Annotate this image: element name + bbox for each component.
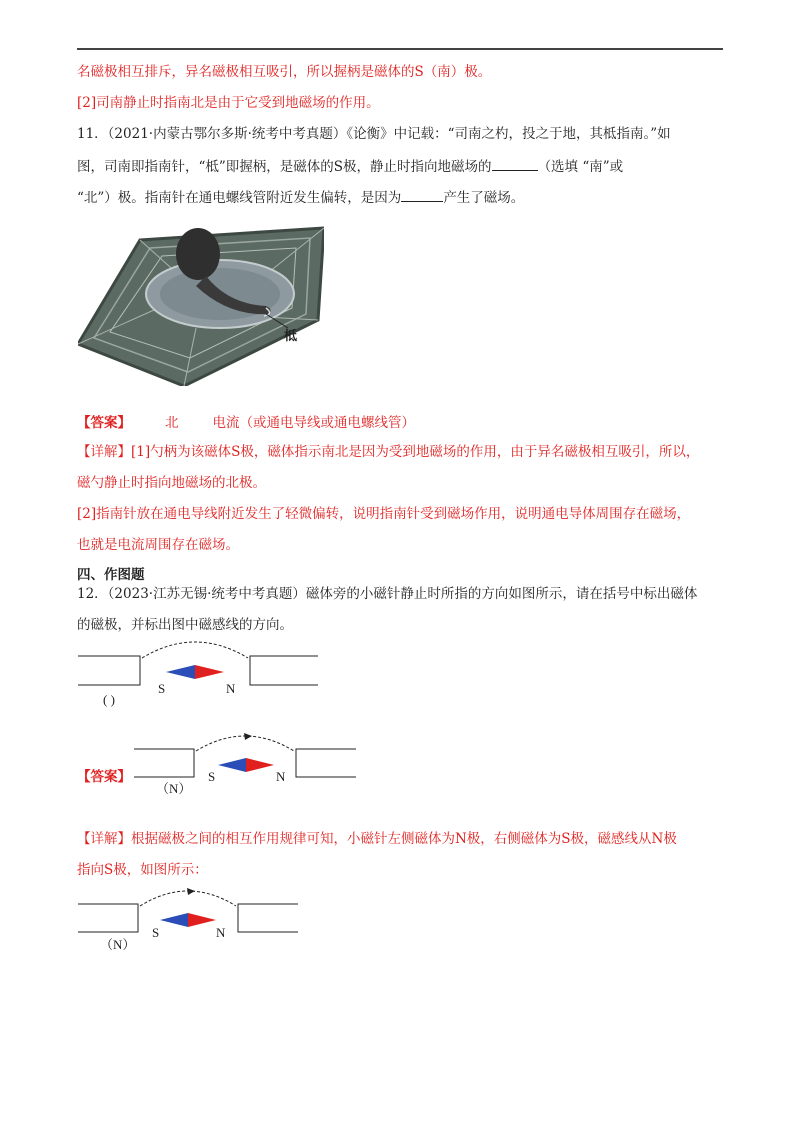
- detail12-line2: 指向S极，如图所示：: [77, 862, 208, 878]
- pole-parenthesis: ( ): [103, 692, 115, 707]
- needle-n-label: N: [216, 925, 226, 940]
- q11-text-line3: “北”）极。指南针在通电螺线管附近发生偏转，是因为 产生了磁场。: [77, 187, 524, 208]
- q11-text-line1: 11．（2021·内蒙古鄂尔多斯·统考中考真题）《论衡》中记载：“司南之杓，投之于地，其柢指南。”如: [77, 126, 671, 142]
- magnet-figure-answer: [134, 733, 356, 803]
- answer-blank-2: [401, 187, 443, 202]
- prev-detail-line-2: [2]司南静止时指南北是由于它受到地磁场的作用。: [77, 95, 380, 111]
- sinan-compass-image: [78, 224, 324, 386]
- q12-text-line1: 12．（2023·江苏无锡·统考中考真题）磁体旁的小磁针静止时所指的方向如图所示，请在括号中标出磁体: [77, 586, 698, 602]
- pole-answer-label: （N）: [156, 781, 192, 796]
- magnet-figure-question: [78, 640, 318, 710]
- needle-n-label: N: [226, 681, 236, 696]
- header-rule: [77, 48, 723, 50]
- detail11-line4: 也就是电流周围存在磁场。: [77, 537, 239, 553]
- needle-n-label: N: [276, 769, 286, 784]
- prev-detail-line: 名磁极相互排斥，异名磁极相互吸引，所以握柄是磁体的S（南）极。: [77, 64, 492, 80]
- answer12-tag: 【答案】: [77, 769, 131, 785]
- needle-s-label: S: [208, 769, 216, 784]
- section-heading: 四、作图题: [77, 567, 145, 583]
- needle-s-label: S: [158, 681, 166, 696]
- detail12-line1: 【详解】根据磁极之间的相互作用规律可知，小磁针左侧磁体为N极，右侧磁体为S极，磁感线从N极: [77, 831, 677, 847]
- answer11-line: 【答案】 北 电流（或通电导线或通电螺线管）: [77, 415, 415, 431]
- q12-text-line2: 的磁极，并标出图中磁感线的方向。: [77, 617, 293, 633]
- magnet-figure-detail: [78, 888, 298, 954]
- detail11-line1: 【详解】[1]勺柄为该磁体S极，磁体指示南北是因为受到地磁场的作用，由于异名磁极相互吸引，所以，: [77, 444, 700, 460]
- q11-text-line2: 图，司南即指南针，“柢”即握柄，是磁体的S极，静止时指向地磁场的 （选填 “南”或: [77, 156, 623, 177]
- pole-detail-label: （N）: [100, 937, 136, 952]
- detail11-line3: [2]指南针放在通电导线附近发生了轻微偏转，说明指南针受到磁场作用，说明通电导体周围存在磁场，: [77, 506, 691, 522]
- answer-blank-1: [492, 156, 538, 171]
- detail11-line2: 磁勺静止时指向地磁场的北极。: [77, 475, 266, 491]
- needle-s-label: S: [152, 925, 160, 940]
- figure-label-di: 柢: [284, 329, 298, 344]
